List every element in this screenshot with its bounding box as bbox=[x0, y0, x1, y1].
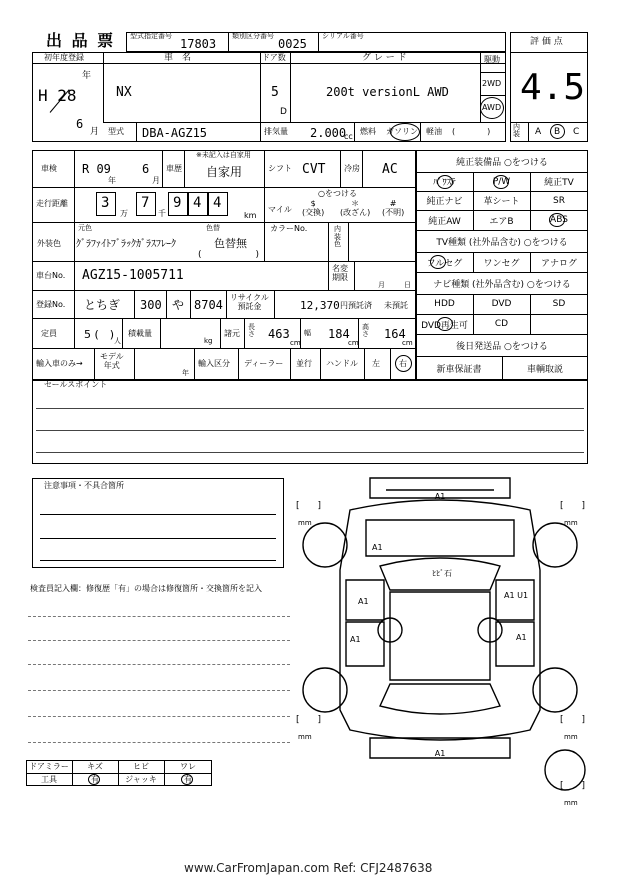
history-value: 自家用 bbox=[206, 165, 243, 179]
load-label: 積載量 bbox=[128, 329, 152, 338]
handle-right-circle bbox=[395, 355, 412, 372]
history-note: ※未記入は自家用 bbox=[196, 151, 251, 159]
tools-tool-circle bbox=[88, 774, 100, 785]
score-label: 評 価 点 bbox=[530, 37, 563, 47]
name-change-label: 名変 期限 bbox=[332, 264, 348, 282]
repaint-value: 色替無 bbox=[214, 237, 247, 250]
interior-c: C bbox=[573, 127, 580, 137]
mileage-km: km bbox=[244, 211, 257, 220]
inspection-month: 6 bbox=[142, 162, 150, 176]
import-parallel: 並行 bbox=[296, 359, 312, 368]
docs-manual: 車輌取説 bbox=[526, 364, 563, 375]
notes-box bbox=[32, 478, 284, 568]
tools-broken: ワレ bbox=[180, 762, 196, 771]
door-label: ドア数 bbox=[262, 53, 286, 62]
model-value: DBA-AGZ15 bbox=[142, 126, 208, 140]
equip-leather: 革シート bbox=[483, 197, 520, 207]
category-value: 0025 bbox=[278, 37, 307, 51]
mileage-sen: 千 bbox=[158, 209, 166, 218]
tools-jack-circle bbox=[181, 774, 193, 785]
capacity-label: 定員 bbox=[41, 329, 57, 338]
equip-sunroof: SR bbox=[553, 195, 565, 206]
first-reg-label: 初年度登録 bbox=[44, 53, 84, 62]
name-change-day: 日 bbox=[404, 281, 411, 289]
equip-alloy: 純正AW bbox=[428, 216, 461, 227]
grade-value: 200t versionL AWD bbox=[326, 85, 449, 99]
equip-navi: 純正ナビ bbox=[426, 197, 463, 207]
first-reg-era: H 28 bbox=[38, 86, 77, 105]
import-dealer: ディーラー bbox=[244, 359, 284, 368]
damage-right-mid1: A1 U1 bbox=[504, 591, 529, 600]
mileage-digit-5: 4 bbox=[213, 195, 222, 211]
mileage-digit-1: 3 bbox=[101, 195, 110, 211]
watermark: www.CarFromJapan.com Ref: CFJ2487638 bbox=[184, 861, 433, 875]
tyre-mm-spare: mm bbox=[564, 799, 578, 807]
color-code-label: カラーNo. bbox=[270, 224, 308, 233]
grade-label: グ レ ー ド bbox=[362, 53, 407, 63]
load-unit: kg bbox=[204, 337, 213, 345]
equip-tv: 純正TV bbox=[544, 178, 574, 188]
length-value: 463 bbox=[268, 327, 290, 341]
tv-header: TV種類 (社外品含む) ○をつける bbox=[436, 237, 568, 248]
tyre-bracket-rear-left: [ ] bbox=[296, 715, 322, 725]
width-unit: cm bbox=[348, 339, 359, 347]
equip-power-window: P/W bbox=[492, 176, 511, 187]
height-unit: cm bbox=[402, 339, 413, 347]
capacity-unit: 人 bbox=[114, 337, 121, 345]
drive-awd-circle bbox=[480, 97, 504, 119]
mileage-exchange: $ (交換) bbox=[302, 199, 325, 217]
fuel-diesel: 軽油 bbox=[426, 127, 442, 136]
drive-awd: AWD bbox=[482, 103, 502, 112]
width-value: 184 bbox=[328, 327, 350, 341]
tools-scratch: キズ bbox=[87, 762, 103, 771]
docs-warranty: 新車保証書 bbox=[436, 364, 482, 375]
mileage-man: 万 bbox=[120, 209, 128, 218]
tv-fullseg-circle bbox=[430, 255, 446, 269]
door-suffix: D bbox=[280, 107, 287, 117]
mileage-digit-2: 7 bbox=[141, 195, 150, 211]
registration-number: 8704 bbox=[194, 298, 223, 312]
car-damage-diagram bbox=[290, 470, 590, 810]
model-year-label: モデル 年式 bbox=[100, 352, 124, 370]
inspection-label: 車検 bbox=[41, 164, 57, 173]
interior-a: A bbox=[535, 127, 542, 137]
displacement-label: 排気量 bbox=[264, 127, 288, 136]
displacement-value: 2.000 bbox=[310, 126, 347, 140]
inspector-label: 検査員記入欄：修復歴「有」の場合は修復箇所・交換箇所を記入 bbox=[30, 584, 262, 593]
displacement-unit: cc bbox=[344, 132, 353, 141]
damage-rear: A1 bbox=[434, 749, 446, 758]
tyre-mm-rear-left: mm bbox=[298, 733, 312, 741]
nav-hdd: HDD bbox=[434, 299, 455, 309]
tools-door-mirror: ドアミラー bbox=[29, 762, 69, 771]
length-label: 長さ bbox=[248, 323, 255, 338]
damage-left-mid1: A1 bbox=[358, 597, 369, 606]
damage-left-mid2: A1 bbox=[350, 635, 361, 644]
first-reg-year-unit: 年 bbox=[82, 71, 92, 81]
car-name-label: 車 名 bbox=[164, 53, 192, 63]
car-name: NX bbox=[116, 85, 132, 100]
nav-cd: CD bbox=[494, 319, 509, 329]
mileage-altered: ＊ (改ざん) bbox=[340, 199, 371, 217]
registration-pref: とちぎ bbox=[84, 298, 121, 312]
inspection-month-unit: 月 bbox=[152, 176, 160, 185]
equip-power-window-circle bbox=[493, 175, 509, 189]
category-label: 類別区分番号 bbox=[232, 32, 274, 40]
handle-right: 右 bbox=[399, 359, 407, 368]
drive-label: 駆動 bbox=[484, 55, 500, 64]
serial-label: シリアル番号 bbox=[322, 32, 364, 40]
model-label: 型式 bbox=[108, 127, 124, 136]
fuel-other: ( ) bbox=[452, 127, 491, 136]
import-label: 輸入車のみ→ bbox=[36, 359, 83, 368]
first-reg-month: 6 bbox=[76, 117, 84, 131]
recycle-not: 未預託 bbox=[384, 301, 408, 310]
width-label: 幅 bbox=[304, 329, 311, 337]
damage-right-mid2: A1 bbox=[516, 633, 527, 642]
tools-jack: ジャッキ bbox=[125, 775, 157, 784]
inspection-year-unit: 年 bbox=[108, 176, 116, 185]
registration-kana: や bbox=[172, 298, 185, 312]
tyre-mm-front-left: mm bbox=[298, 519, 312, 527]
model-designation-value: 17803 bbox=[180, 37, 217, 51]
history-label: 車歴 bbox=[166, 164, 182, 173]
model-designation-label: 型式指定番号 bbox=[130, 32, 172, 40]
interior-color-label: 内 装 色 bbox=[334, 225, 341, 249]
tools-jack-present: 有 bbox=[184, 775, 192, 784]
tyre-bracket-front-left: [ ] bbox=[296, 501, 322, 511]
handle-label: ハンドル bbox=[326, 359, 358, 368]
registration-class: 300 bbox=[140, 298, 162, 312]
first-reg-month-unit: 月 bbox=[90, 127, 100, 137]
recycle-label: リサイクル 預託金 bbox=[230, 293, 269, 311]
ac-label: 冷房 bbox=[344, 164, 360, 173]
recycle-unit: 円預託済 bbox=[340, 301, 372, 310]
nav-header: ナビ種類 (社外品含む) ○をつける bbox=[433, 279, 571, 290]
tv-oneseg: ワンセグ bbox=[483, 258, 520, 269]
tv-fullseg: フルセグ bbox=[426, 258, 463, 269]
interior-label: 内装 bbox=[513, 123, 520, 138]
ac-value: AC bbox=[382, 162, 398, 177]
nav-dvd-playback-circle bbox=[437, 317, 453, 331]
notes-label: 注意事項・不具合箇所 bbox=[44, 481, 124, 490]
size-label: 諸元 bbox=[224, 329, 240, 338]
mileage-mile: マイル bbox=[268, 205, 292, 214]
mileage-label: 走行距離 bbox=[36, 199, 68, 208]
height-value: 164 bbox=[384, 327, 406, 341]
door-value: 5 bbox=[271, 85, 279, 100]
inspection-era: R 09 bbox=[82, 162, 111, 176]
shift-label: シフト bbox=[268, 164, 292, 173]
mileage-unknown: # (不明) bbox=[382, 199, 405, 217]
chassis-label: 車台No. bbox=[36, 271, 66, 280]
equip-abs: ABS bbox=[550, 215, 568, 225]
import-type-label: 輸入区分 bbox=[198, 359, 230, 368]
tools-tool: 工具 bbox=[41, 775, 57, 784]
damage-front: A1 bbox=[434, 492, 446, 501]
tools-tool-present: 有 bbox=[91, 775, 99, 784]
fuel-gasoline: ガソリン bbox=[386, 127, 418, 136]
exterior-color: ｸﾞﾗﾌｧｲﾄﾌﾞﾗｯｸｶﾞﾗｽﾌﾚｰｸ bbox=[76, 239, 176, 250]
tyre-bracket-front-right: [ ] bbox=[560, 501, 586, 511]
mileage-digit-4: 4 bbox=[193, 195, 202, 211]
tv-analog: アナログ bbox=[540, 258, 577, 269]
nav-sd: SD bbox=[552, 299, 566, 309]
shift-value: CVT bbox=[302, 162, 326, 177]
tyre-bracket-spare: [ ] bbox=[560, 781, 586, 791]
tyre-mm-rear-right: mm bbox=[564, 733, 578, 741]
equip-power-steering: ﾊﾟﾜｽﾃ bbox=[433, 178, 456, 188]
orig-color-label: 元色 bbox=[78, 224, 92, 232]
handle-left: 左 bbox=[372, 359, 380, 368]
nav-dvd: DVD bbox=[491, 299, 512, 309]
drive-2wd: 2WD bbox=[482, 79, 502, 88]
mileage-digit-3: 9 bbox=[173, 195, 182, 211]
mileage-mark-note: ○をつける bbox=[318, 189, 357, 198]
model-year-unit: 年 bbox=[182, 369, 189, 377]
chassis-value: AGZ15-1005711 bbox=[82, 268, 184, 283]
interior-b: B bbox=[554, 127, 561, 137]
damage-left-front: A1 bbox=[372, 543, 383, 552]
repaint-paren: ( ) bbox=[198, 250, 260, 260]
exterior-label: 外装色 bbox=[37, 239, 61, 248]
fuel-gasoline-circle bbox=[390, 123, 420, 141]
name-change-month: 月 bbox=[378, 281, 385, 289]
sales-point-label: セールスポイント bbox=[44, 380, 108, 389]
score-value: 4.5 bbox=[520, 67, 586, 108]
equip-airbag: エアB bbox=[489, 216, 514, 227]
fuel-label: 燃料 bbox=[360, 127, 376, 136]
equip-abs-circle bbox=[549, 213, 565, 227]
form-title: 出 品 票 bbox=[46, 31, 116, 50]
nav-dvd-playback: DVD再生可 bbox=[421, 320, 468, 331]
color-change-label: 色替 bbox=[206, 224, 220, 232]
tyre-bracket-rear-right: [ ] bbox=[560, 715, 586, 725]
interior-b-circle bbox=[550, 124, 565, 139]
docs-header: 後日発送品 ○をつける bbox=[456, 341, 548, 352]
recycle-value: 12,370 bbox=[300, 299, 340, 312]
tyre-mm-front-right: mm bbox=[564, 519, 578, 527]
equip-power-steering-circle bbox=[437, 175, 453, 189]
capacity-value: 5 ( ) bbox=[84, 328, 115, 341]
damage-windshield: ﾋﾋﾞ石 bbox=[432, 569, 452, 578]
registration-label: 登録No. bbox=[36, 300, 66, 309]
height-label: 高さ bbox=[362, 323, 369, 338]
tools-crack: ヒビ bbox=[133, 762, 149, 771]
equipment-header: 純正装備品 ○をつける bbox=[456, 157, 548, 168]
length-unit: cm bbox=[290, 339, 301, 347]
